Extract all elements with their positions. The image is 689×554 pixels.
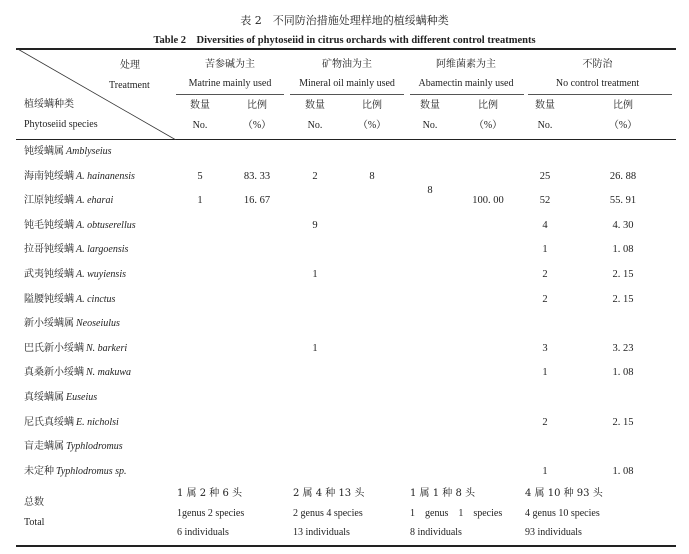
total-label-en: Total (24, 517, 45, 528)
species-row-label (24, 466, 127, 478)
sub-ratio-3-en: （%） (608, 120, 638, 131)
total-3-line3: 93 individuals (525, 527, 582, 538)
species-name-cn: 武夷钝绥螨 (24, 269, 74, 280)
species-name-latin: A. cinctus (76, 294, 116, 305)
cell-ratio: 3. 23 (612, 343, 634, 354)
abamectin-count-merged: 8 (427, 185, 433, 196)
species-name-latin: A. largoensis (76, 244, 129, 255)
total-3-line2: 4 genus 10 species (525, 508, 600, 519)
total-2-line3: 8 individuals (410, 527, 462, 538)
species-name-latin: A. obtuserellus (76, 220, 136, 231)
total-1-line2: 2 genus 4 species (293, 508, 363, 519)
sub-ratio-3-cn: 比例 (613, 100, 633, 111)
group-1-en: Mineral oil mainly used (299, 78, 395, 89)
group-1-cn: 矿物油为主 (322, 59, 372, 70)
group-0-cn: 苦参碱为主 (205, 59, 255, 70)
species-name-latin: A. hainanensis (76, 171, 135, 182)
species-row-label (24, 417, 119, 429)
sub-count-0-cn: 数量 (190, 100, 210, 111)
cell-count: 1 (542, 244, 548, 255)
cell-ratio: 26. 88 (609, 171, 637, 182)
sub-count-2-cn: 数量 (420, 100, 440, 111)
abamectin-ratio-merged: 100. 00 (472, 195, 504, 206)
genus-row-label (24, 146, 112, 158)
sub-count-3-cn: 数量 (535, 100, 555, 111)
cell-ratio: 1. 08 (612, 466, 634, 477)
total-1-line1: 2 属 4 种 13 头 (293, 488, 365, 499)
species-row-label (24, 195, 113, 207)
total-2-line2: 1 genus 1 species (410, 508, 503, 519)
sub-ratio-1-cn: 比例 (362, 100, 382, 111)
cell-ratio: 2. 15 (612, 269, 634, 280)
species-name-cn: 盲走螨属 (24, 441, 64, 452)
cell-ratio: 55. 91 (609, 195, 637, 206)
sub-count-1-cn: 数量 (305, 100, 325, 111)
genus-row-label (24, 392, 97, 404)
species-row-label (24, 220, 136, 232)
group-2-cn: 阿维菌素为主 (436, 59, 496, 70)
species-label-en: Phytoseiid species (24, 119, 98, 130)
species-row-label (24, 269, 126, 281)
cell-ratio: 4. 30 (612, 220, 634, 231)
table-title-en: Table 2 Diversities of phytoseiid in citrus orchards with different control treatments (153, 35, 536, 46)
genus-row-label (24, 441, 123, 453)
species-name-cn: 钝绥螨属 (24, 146, 64, 157)
total-0-line3: 6 individuals (177, 527, 229, 538)
group-2-en: Abamectin mainly used (418, 78, 514, 89)
species-name-latin: Euseius (66, 392, 98, 403)
cell-count: 4 (542, 220, 548, 231)
bottom-rule (16, 545, 676, 547)
species-name-cn: 尼氏真绥螨 (24, 417, 74, 428)
species-name-latin: N. barkeri (86, 343, 128, 354)
sub-count-2-en: No. (422, 120, 438, 131)
species-name-latin: Typhlodromus (66, 441, 123, 452)
sub-ratio-0-cn: 比例 (247, 100, 267, 111)
treatment-label-cn: 处理 (120, 60, 140, 71)
group-3-en: No control treatment (555, 78, 640, 89)
species-row-label (24, 294, 115, 306)
species-row-label (24, 244, 128, 256)
sub-ratio-1-en: （%） (357, 120, 387, 131)
species-name-cn: 巴氏新小绥螨 (24, 343, 84, 354)
cell-ratio: 8 (369, 171, 375, 182)
total-0-line1: 1 属 2 种 6 头 (177, 488, 242, 499)
species-name-cn: 新小绥螨属 (24, 318, 74, 329)
species-name-cn: 隘腰钝绥螨 (24, 294, 74, 305)
group-0-underline (176, 94, 284, 95)
cell-count: 9 (312, 220, 318, 231)
species-name-cn: 拉哥钝绥螨 (24, 244, 74, 255)
total-1-line3: 13 individuals (293, 527, 350, 538)
species-name-cn: 真桑新小绥螨 (24, 367, 84, 378)
cell-ratio: 16. 67 (243, 195, 271, 206)
species-name-latin: N. makuwa (86, 367, 131, 378)
species-name-latin: A. wuyiensis (76, 269, 126, 280)
cell-count: 5 (197, 171, 203, 182)
cell-count: 1 (542, 367, 548, 378)
cell-count: 2 (542, 294, 548, 305)
cell-count: 1 (542, 466, 548, 477)
cell-ratio: 1. 08 (612, 244, 634, 255)
species-row-label (24, 343, 127, 355)
cell-count: 1 (197, 195, 203, 206)
total-2-line1: 1 属 1 种 8 头 (410, 488, 475, 499)
species-row-label (24, 171, 135, 183)
cell-count: 52 (539, 195, 551, 206)
sub-count-3-en: No. (537, 120, 553, 131)
sub-count-1-en: No. (307, 120, 323, 131)
cell-count: 2 (542, 269, 548, 280)
species-name-cn: 钝毛钝绥螨 (24, 220, 74, 231)
sub-ratio-2-en: （%） (473, 120, 503, 131)
cell-count: 1 (312, 343, 318, 354)
species-name-latin: Neoseiulus (76, 318, 120, 329)
total-3-line1: 4 属 10 种 93 头 (525, 488, 603, 499)
species-label-cn: 植绥螨种类 (24, 99, 74, 110)
group-3-cn: 不防治 (582, 59, 613, 70)
species-name-latin: Amblyseius (66, 146, 112, 157)
species-name-latin: A. eharai (76, 195, 114, 206)
total-0-line2: 1genus 2 species (177, 508, 245, 519)
species-name-cn: 未定种 (24, 466, 54, 477)
group-2-underline (410, 94, 524, 95)
genus-row-label (24, 318, 120, 330)
species-name-cn: 海南钝绥螨 (24, 171, 74, 182)
cell-ratio: 2. 15 (612, 417, 634, 428)
group-1-underline (290, 94, 404, 95)
treatment-label-en: Treatment (109, 80, 150, 91)
cell-count: 25 (539, 171, 551, 182)
total-label-cn: 总数 (24, 497, 44, 508)
species-name-cn: 真绥螨属 (24, 392, 64, 403)
cell-ratio: 1. 08 (612, 367, 634, 378)
cell-count: 2 (312, 171, 318, 182)
cell-count: 3 (542, 343, 548, 354)
species-row-label (24, 367, 131, 379)
sub-ratio-0-en: （%） (242, 120, 272, 131)
cell-ratio: 2. 15 (612, 294, 634, 305)
sub-count-0-en: No. (192, 120, 208, 131)
table-title-cn: 表 2 不同防治措施处理样地的植绥螨种类 (240, 14, 449, 27)
species-name-cn: 江原钝绥螨 (24, 195, 74, 206)
group-0-en: Matrine mainly used (188, 78, 272, 89)
cell-ratio: 83. 33 (243, 171, 271, 182)
species-name-latin: E. nicholsi (76, 417, 119, 428)
cell-count: 2 (542, 417, 548, 428)
sub-ratio-2-cn: 比例 (478, 100, 498, 111)
species-name-latin: Typhlodromus sp. (56, 466, 127, 477)
group-3-underline (528, 94, 672, 95)
cell-count: 1 (312, 269, 318, 280)
